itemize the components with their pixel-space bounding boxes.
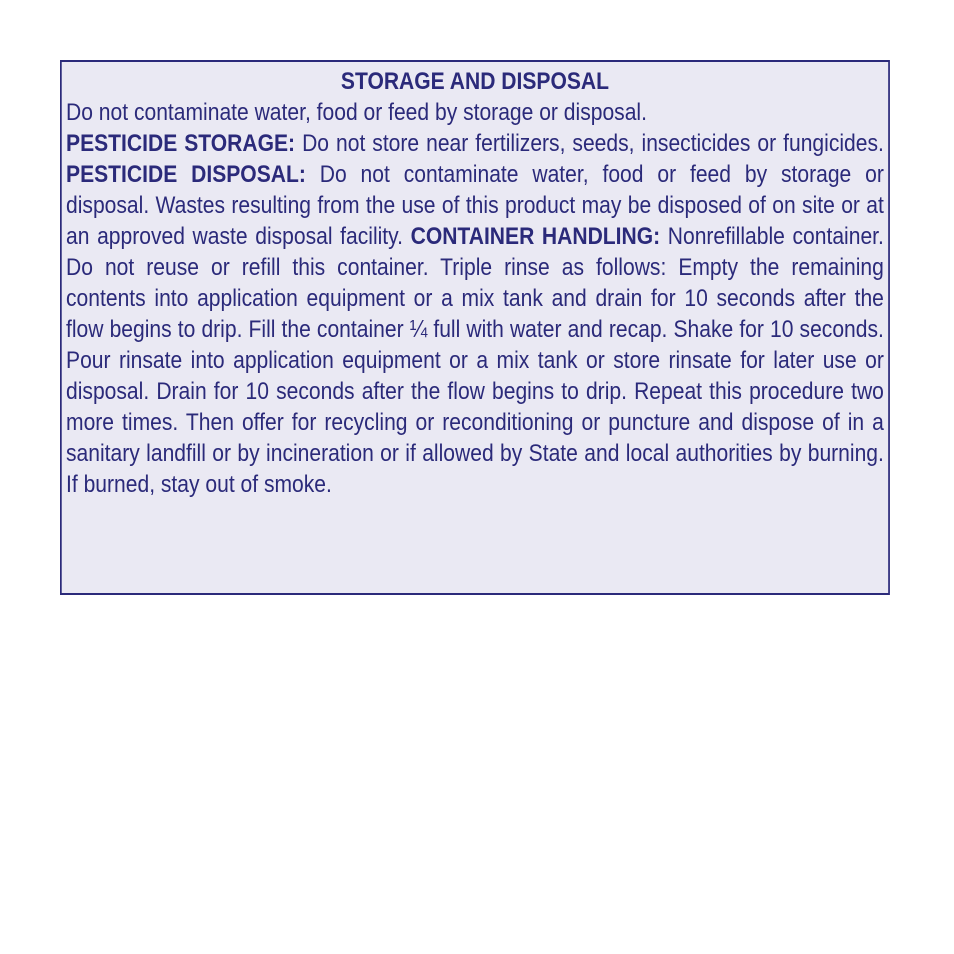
disposal-text: Do not contaminate water, food or feed by storage or disposal. Wastes resulting from the use of this product may be disposed of on site or at an approved waste disposal facility. xyxy=(66,161,884,250)
body-text xyxy=(66,128,884,500)
intro-text: Do not contaminate water, food or feed by storage or disposal. xyxy=(66,99,647,126)
section-title: STORAGE AND DISPOSAL xyxy=(340,68,609,95)
container-heading: CONTAINER HANDLING: xyxy=(410,223,661,250)
disposal-heading: PESTICIDE DISPOSAL: xyxy=(66,161,306,188)
storage-heading: PESTICIDE STORAGE: xyxy=(66,130,296,157)
storage-text: Do not store near fertilizers, seeds, insecticides or fungicides. xyxy=(295,130,884,157)
storage-disposal-panel xyxy=(60,60,890,595)
container-text: Nonrefillable container. Do not reuse or refill this container. Triple rinse as follows: Empty the remaining contents into application equipment or a mix tank and drain for 10 seconds after the flow begins to drip. Fill the container ¼ full with water and recap. Shake for 10 seconds. Pour rinsate into application equipment or a mix tank or store rinsate for later use or disposal. Drain for 10 seconds after the flow begins to drip. Repeat this procedure two more times. Then offer for recycling or reconditioning or puncture and dispose of in a sanitary landfill or by incineration or if allowed by State and local authorities by burning. If burned, stay out of smoke. xyxy=(66,223,884,498)
